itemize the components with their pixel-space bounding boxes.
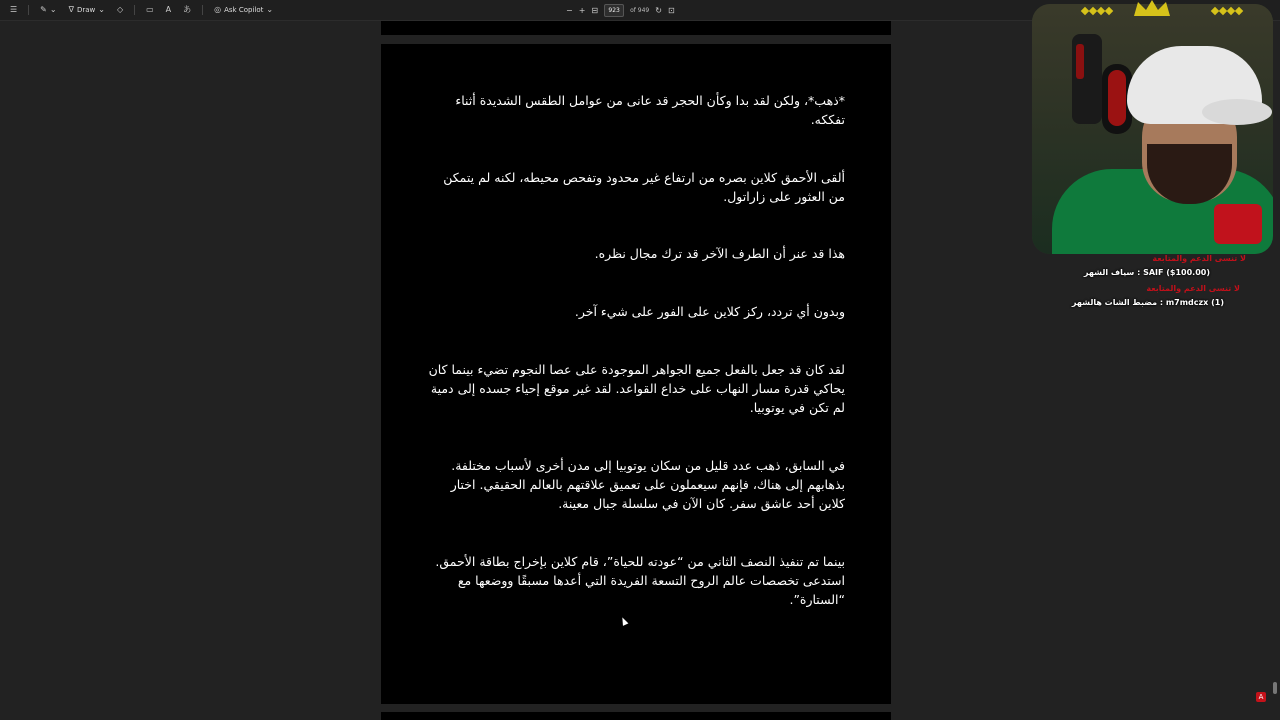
erase-button[interactable]: [113, 4, 127, 16]
pdf-page: [381, 44, 891, 704]
toolbar-divider: [28, 5, 29, 15]
fit-page-icon[interactable]: ⊟: [591, 5, 599, 15]
pdf-app-icon[interactable]: A: [1256, 692, 1266, 702]
scrollbar[interactable]: [1273, 682, 1277, 694]
paragraph: لقد كان قد جعل بالفعل جميع الجواهر الموجودة على عصا النجوم تضيء بينما كان يحاكي قدرة مسار النهاب على خداع القواعد. لقد غير موقع إحياء جسده إلى دمية لم تكن في يوتوبيا.: [428, 362, 845, 415]
top-supporter-text: SAIF ($100.00) : سياف الشهر: [1083, 268, 1210, 277]
page-navigation: [566, 0, 675, 20]
crown-icon: [1132, 0, 1172, 18]
chevron-down-icon: ⌄: [266, 5, 274, 14]
toolbar-divider: [134, 5, 135, 15]
rotate-icon[interactable]: ↻: [655, 5, 662, 15]
overlay-banner-text: لا تنسى الدعم والمتابعة: [1152, 254, 1246, 263]
overlay-banner-text: لا تنسى الدعم والمتابعة: [1146, 284, 1240, 293]
page-number-input[interactable]: 923: [604, 4, 624, 17]
read-aloud-icon: A: [165, 5, 172, 14]
paragraph: بينما تم تنفيذ النصف الثاني من “عودته للحياة”، قام كلاين بإخراج بطاقة الأحمق. استدعى تخصصات عالم الروح التسعة الفريدة التي أعدها مسبقًا ووضعها مع “الستارة”.: [435, 554, 845, 607]
highlight-button[interactable]: [36, 4, 60, 16]
translate-button[interactable]: [179, 4, 195, 16]
draw-button[interactable]: [65, 4, 109, 16]
paragraph: *ذهب*، ولكن لقد بدا وكأن الحجر قد عانى من عوامل الطقس الشديدة أثناء تفككه.: [455, 93, 845, 127]
webcam-overlay: [1032, 4, 1273, 254]
headset-accent: [1108, 70, 1126, 126]
paragraph: في السابق، ذهب عدد قليل من سكان يوتوبيا إلى مدن أخرى لأسباب مختلفة. بذهابهم إلى هناك، فإنهم سيعملون على تعميق علاقتهم بالعالم الحقيقي. اختار كلاين أحد عاشق سفر. كان الآن في سلسلة جبال معينة.: [450, 458, 845, 511]
zoom-in-icon[interactable]: +: [578, 5, 586, 15]
translate-icon: あ: [183, 5, 192, 14]
next-page: [381, 712, 891, 720]
chevron-down-icon: ⌄: [98, 5, 105, 14]
draw-label: Draw: [76, 6, 96, 14]
page-view-icon[interactable]: ⊡: [667, 5, 675, 15]
zoom-out-icon[interactable]: −: [566, 5, 573, 15]
highlighter-icon: ✎: [40, 5, 47, 14]
paragraph: ألقى الأحمق كلاين بصره من ارتفاع غير محدود وتفحص محيطه، لكنه لم يتمكن من العثور على زاراتول.: [443, 170, 845, 204]
copilot-icon: ◎: [214, 5, 222, 14]
text-box-icon: ▭: [146, 5, 154, 14]
chevron-down-icon: ⌄: [49, 5, 57, 14]
page-total: of 949: [630, 6, 650, 14]
ask-copilot-label: Ask Copilot: [224, 6, 264, 14]
microphone-accent: [1076, 44, 1084, 79]
read-aloud-button[interactable]: [162, 4, 175, 16]
paragraph: هذا قد عنر أن الطرف الآخر قد ترك مجال نظره.: [594, 246, 845, 261]
eraser-icon: ◇: [116, 5, 124, 14]
decoration-pattern: [1212, 4, 1242, 18]
shirt-logo: [1214, 204, 1262, 244]
ask-copilot-button[interactable]: [210, 4, 277, 16]
list-icon: ☰: [10, 5, 18, 14]
toolbar-divider: [202, 5, 203, 15]
paragraph: وبدون أي تردد، ركز كلاين على الفور على شيء آخر.: [574, 304, 845, 319]
text-box-button[interactable]: [142, 4, 158, 16]
top-chatter-text: m7mdczx (1) : مضبط الشات هالشهر: [1071, 298, 1224, 307]
previous-page: [381, 21, 891, 35]
contents-button[interactable]: [6, 4, 21, 16]
decoration-pattern: [1082, 4, 1112, 18]
cap-bill: [1202, 99, 1272, 125]
draw-icon: ∇: [68, 5, 74, 14]
